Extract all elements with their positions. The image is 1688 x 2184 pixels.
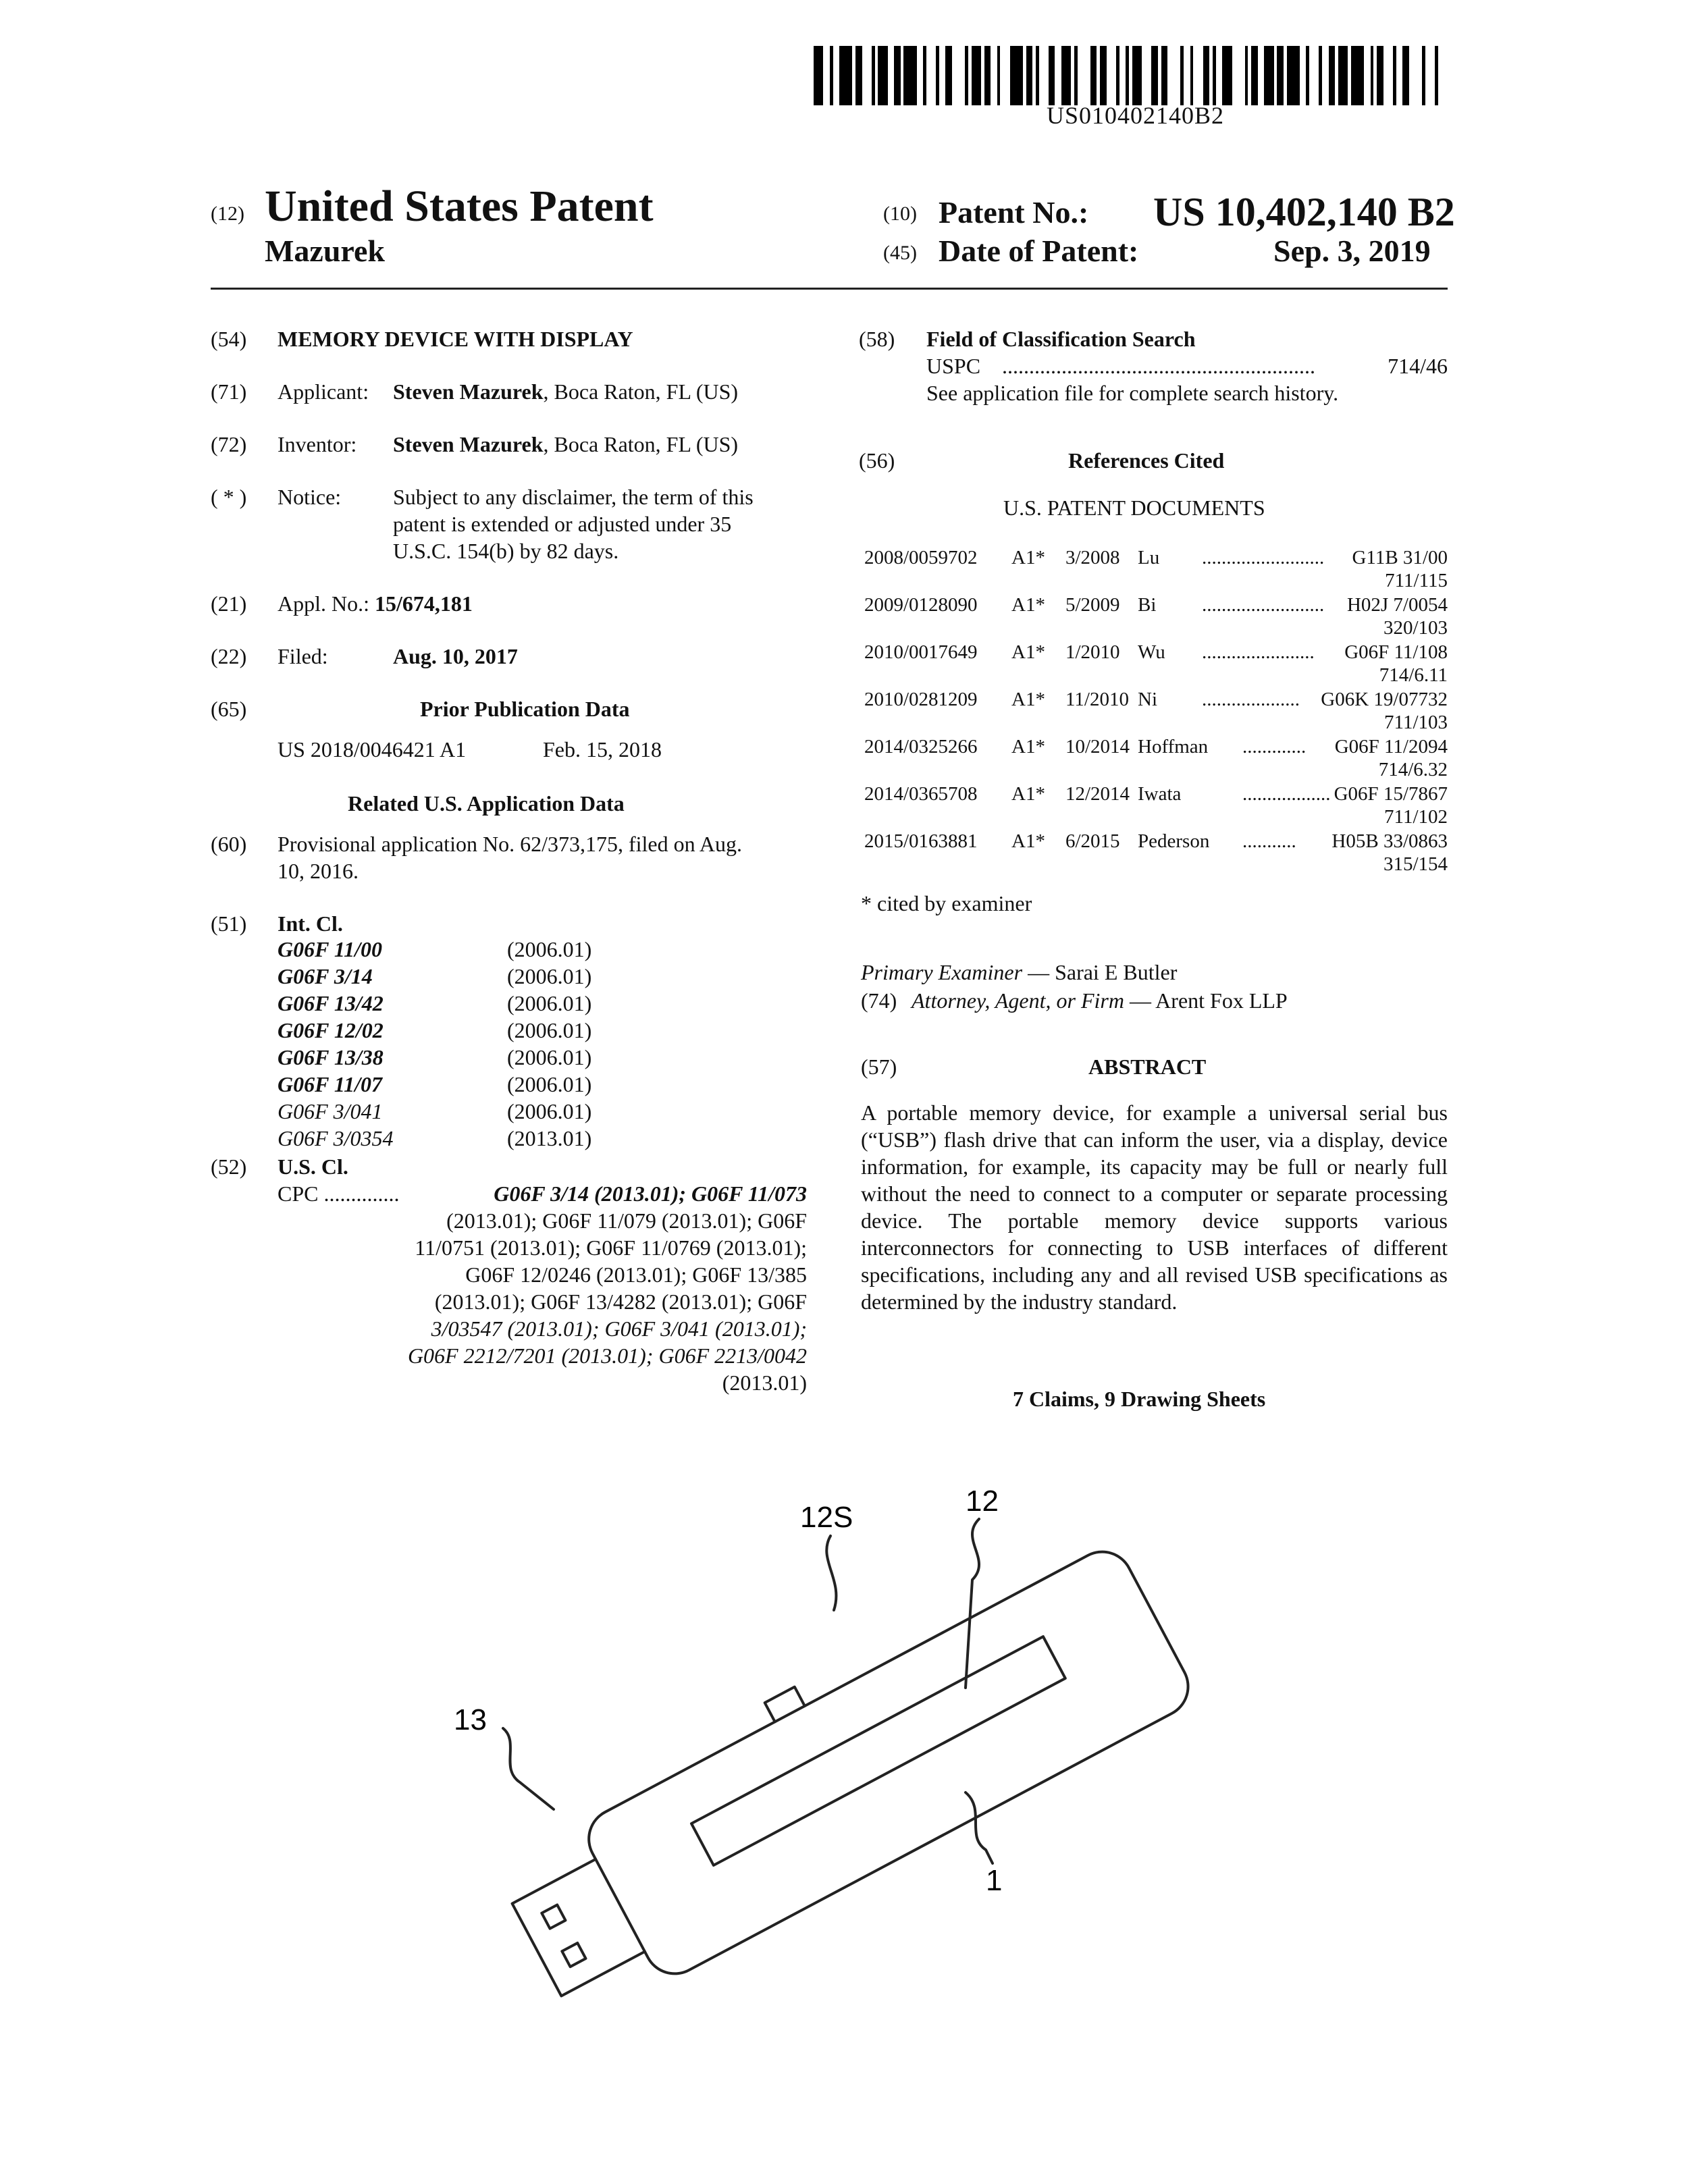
kind-code: (12) bbox=[211, 203, 244, 225]
filed-code: (22) bbox=[211, 644, 247, 668]
reference-row bbox=[864, 830, 1448, 878]
header-divider bbox=[211, 288, 1448, 290]
cpc-line: (2013.01); G06F 13/4282 (2013.01); G06F bbox=[434, 1289, 807, 1314]
field-heading: Field of Classification Search bbox=[926, 327, 1196, 351]
notice-code: ( * ) bbox=[211, 485, 247, 509]
reference-kind: A1* bbox=[1011, 736, 1045, 757]
reference-kind: A1* bbox=[1011, 594, 1045, 616]
intcl-row: G06F 11/07 (2006.01) bbox=[278, 1072, 592, 1096]
intcl-row: G06F 11/00 (2006.01) bbox=[278, 937, 592, 961]
reference-dots: .................. bbox=[1242, 783, 1331, 805]
reference-date: 1/2010 bbox=[1065, 641, 1120, 663]
reference-pub: 2014/0325266 bbox=[864, 736, 978, 757]
related-heading: Related U.S. Application Data bbox=[348, 791, 625, 816]
reference-date: 12/2014 bbox=[1065, 783, 1130, 805]
reference-kind: A1* bbox=[1011, 547, 1045, 568]
uspc-dots: .......................................................... bbox=[1002, 354, 1315, 378]
notice-line: Subject to any disclaimer, the term of this bbox=[393, 485, 754, 509]
reference-row bbox=[864, 594, 1448, 641]
intcl-row: G06F 12/02 (2006.01) bbox=[278, 1018, 592, 1042]
cpc-line: G06F 3/14 (2013.01); G06F 11/073 bbox=[494, 1181, 807, 1206]
reference-dots: ......................... bbox=[1202, 594, 1325, 616]
reference-pub: 2010/0017649 bbox=[864, 641, 978, 663]
intcl-row: G06F 13/42 (2006.01) bbox=[278, 991, 592, 1015]
notice-label: Notice: bbox=[278, 485, 342, 509]
reference-date: 11/2010 bbox=[1065, 689, 1129, 710]
reference-date: 3/2008 bbox=[1065, 547, 1120, 568]
claims-summary: 7 Claims, 9 Drawing Sheets bbox=[1013, 1387, 1266, 1411]
reference-kind: A1* bbox=[1011, 641, 1045, 663]
invention-title: MEMORY DEVICE WITH DISPLAY bbox=[278, 327, 633, 351]
field-code: (58) bbox=[859, 327, 895, 351]
leader-12s bbox=[826, 1536, 836, 1610]
reference-pub: 2015/0163881 bbox=[864, 830, 978, 852]
abstract-code: (57) bbox=[861, 1055, 897, 1079]
us-docs-heading: U.S. PATENT DOCUMENTS bbox=[1003, 496, 1265, 520]
reference-name: Bi bbox=[1138, 594, 1157, 616]
prov-code: (60) bbox=[211, 832, 247, 856]
reference-date: 5/2009 bbox=[1065, 594, 1120, 616]
intcl-row: G06F 13/38 (2006.01) bbox=[278, 1045, 592, 1069]
cpc-line: 11/0751 (2013.01); G06F 11/0769 (2013.01); bbox=[415, 1235, 807, 1260]
reference-row bbox=[864, 641, 1448, 689]
appl-label: Appl. No.: 15/674,181 bbox=[278, 591, 473, 616]
label-12: 12 bbox=[966, 1485, 999, 1518]
label-1: 1 bbox=[986, 1864, 1003, 1897]
prior-heading: Prior Publication Data bbox=[420, 697, 630, 721]
refs-code: (56) bbox=[859, 448, 895, 473]
appl-code: (21) bbox=[211, 591, 247, 616]
patent-title: United States Patent bbox=[265, 182, 654, 231]
inventor-label: Inventor: bbox=[278, 432, 357, 456]
reference-kind: A1* bbox=[1011, 783, 1045, 805]
usb-connector bbox=[512, 1859, 645, 1996]
reference-sub: 320/103 bbox=[1383, 617, 1448, 639]
drive-body bbox=[578, 1541, 1198, 1985]
inventor-surname: Mazurek bbox=[265, 234, 386, 268]
reference-sub: 714/6.32 bbox=[1378, 759, 1448, 780]
applicant-label: Applicant: bbox=[278, 379, 369, 404]
reference-row bbox=[864, 689, 1448, 736]
refs-heading: References Cited bbox=[1068, 448, 1225, 473]
reference-sub: 714/6.11 bbox=[1379, 664, 1448, 686]
cpc-line: (2013.01) bbox=[722, 1370, 807, 1395]
reference-pub: 2009/0128090 bbox=[864, 594, 978, 616]
attorney: Attorney, Agent, or Firm — Arent Fox LLP bbox=[912, 988, 1288, 1013]
reference-sub: 711/115 bbox=[1385, 570, 1448, 591]
reference-cls: G06K 19/07732 bbox=[1321, 689, 1448, 710]
patent-no-label: Patent No.: bbox=[939, 195, 1089, 230]
cpc-line: (2013.01); G06F 11/079 (2013.01); G06F bbox=[446, 1208, 807, 1233]
cpc-label: CPC .............. bbox=[278, 1181, 400, 1206]
reference-row bbox=[864, 547, 1448, 594]
leader-12 bbox=[966, 1519, 979, 1688]
patent-no-code: (10) bbox=[883, 203, 917, 225]
applicant-code: (71) bbox=[211, 379, 247, 404]
reference-kind: A1* bbox=[1011, 830, 1045, 852]
reference-name: Hoffman bbox=[1138, 736, 1209, 757]
reference-name: Wu bbox=[1138, 641, 1165, 663]
reference-sub: 711/102 bbox=[1384, 806, 1448, 828]
barcode-number: US010402140B2 bbox=[1047, 102, 1225, 129]
reference-date: 10/2014 bbox=[1065, 736, 1130, 757]
reference-dots: ........... bbox=[1242, 830, 1296, 852]
filed-label: Filed: bbox=[278, 644, 328, 668]
intcl-row: G06F 3/0354 (2013.01) bbox=[278, 1126, 592, 1150]
reference-cls: G06F 11/2094 bbox=[1334, 736, 1448, 757]
reference-name: Lu bbox=[1138, 547, 1160, 568]
reference-pub: 2008/0059702 bbox=[864, 547, 978, 568]
cpc-line: 3/03547 (2013.01); G06F 3/041 (2013.01); bbox=[431, 1316, 807, 1341]
cited-by-examiner: * cited by examiner bbox=[861, 891, 1032, 915]
attorney-code: (74) bbox=[861, 988, 897, 1013]
abstract-heading: ABSTRACT bbox=[1088, 1055, 1207, 1079]
reference-name: Iwata bbox=[1138, 783, 1182, 805]
reference-cls: H02J 7/0054 bbox=[1346, 594, 1448, 616]
cpc-line: G06F 12/0246 (2013.01); G06F 13/385 bbox=[465, 1262, 807, 1287]
reference-name: Ni bbox=[1138, 689, 1157, 710]
uspc-value: 714/46 bbox=[1388, 354, 1448, 378]
date-label: Date of Patent: bbox=[939, 234, 1139, 268]
leader-1 bbox=[966, 1792, 993, 1863]
reference-dots: ....................... bbox=[1202, 641, 1315, 663]
reference-row bbox=[864, 783, 1448, 830]
title-code: (54) bbox=[211, 327, 247, 351]
prov-line: 10, 2016. bbox=[278, 859, 359, 883]
reference-dots: ......................... bbox=[1202, 547, 1325, 568]
reference-date: 6/2015 bbox=[1065, 830, 1120, 852]
uscl-heading: U.S. Cl. bbox=[278, 1154, 348, 1179]
reference-cls: H05B 33/0863 bbox=[1331, 830, 1448, 852]
prior-pub: US 2018/0046421 A1 bbox=[278, 737, 467, 762]
label-12s: 12S bbox=[800, 1501, 853, 1534]
reference-pub: 2010/0281209 bbox=[864, 689, 978, 710]
intcl-row: G06F 3/041 (2006.01) bbox=[278, 1099, 592, 1123]
reference-row bbox=[864, 736, 1448, 783]
prov-line: Provisional application No. 62/373,175, filed on Aug. bbox=[278, 832, 742, 856]
reference-cls: G06F 11/108 bbox=[1344, 641, 1448, 663]
inventor: Steven Mazurek, Boca Raton, FL (US) bbox=[393, 432, 739, 456]
date-code: (45) bbox=[883, 242, 917, 264]
reference-pub: 2014/0365708 bbox=[864, 783, 978, 805]
reference-sub: 315/154 bbox=[1383, 853, 1448, 875]
patent-date: Sep. 3, 2019 bbox=[1273, 234, 1431, 268]
notice-line: patent is extended or adjusted under 35 bbox=[393, 512, 732, 536]
see-application: See application file for complete search history. bbox=[926, 381, 1339, 405]
primary-examiner: Primary Examiner — Sarai E Butler bbox=[861, 960, 1178, 984]
prior-date: Feb. 15, 2018 bbox=[543, 737, 662, 762]
patent-number: US 10,402,140 B2 bbox=[1153, 190, 1455, 234]
reference-name: Pederson bbox=[1138, 830, 1210, 852]
reference-sub: 711/103 bbox=[1384, 712, 1448, 733]
intcl-row: G06F 3/14 (2006.01) bbox=[278, 964, 592, 988]
prior-code: (65) bbox=[211, 697, 247, 721]
label-13: 13 bbox=[454, 1703, 487, 1736]
uscl-code: (52) bbox=[211, 1154, 247, 1179]
barcode bbox=[814, 46, 1445, 105]
reference-cls: G06F 15/7867 bbox=[1334, 783, 1448, 805]
cpc-line: G06F 2212/7201 (2013.01); G06F 2213/0042 bbox=[407, 1343, 807, 1368]
applicant: Steven Mazurek, Boca Raton, FL (US) bbox=[393, 379, 739, 404]
notice-line: U.S.C. 154(b) by 82 days. bbox=[393, 539, 619, 563]
intcl-heading: Int. Cl. bbox=[278, 911, 343, 936]
reference-dots: ............. bbox=[1242, 736, 1307, 757]
reference-cls: G11B 31/00 bbox=[1352, 547, 1448, 568]
usb-drive-figure bbox=[405, 1451, 1283, 2032]
reference-dots: .................... bbox=[1202, 689, 1300, 710]
leader-13 bbox=[503, 1728, 554, 1809]
intcl-code: (51) bbox=[211, 911, 247, 936]
abstract-text: A portable memory device, for example a universal serial bus (“USB”) flash drive that can inform the user, via a display, device information, for example, its capacity may be full or nearly full without the need to connect to a computer or separate processing device. The portable memory device supports various interconnectors for connecting to USB interfaces of different specifications, including any and all revised USB specifications as determined by the industry standard. bbox=[861, 1100, 1448, 1314]
reference-kind: A1* bbox=[1011, 689, 1045, 710]
filed-date: Aug. 10, 2017 bbox=[393, 644, 518, 668]
uspc-label: USPC bbox=[926, 354, 981, 378]
inventor-code: (72) bbox=[211, 432, 247, 456]
